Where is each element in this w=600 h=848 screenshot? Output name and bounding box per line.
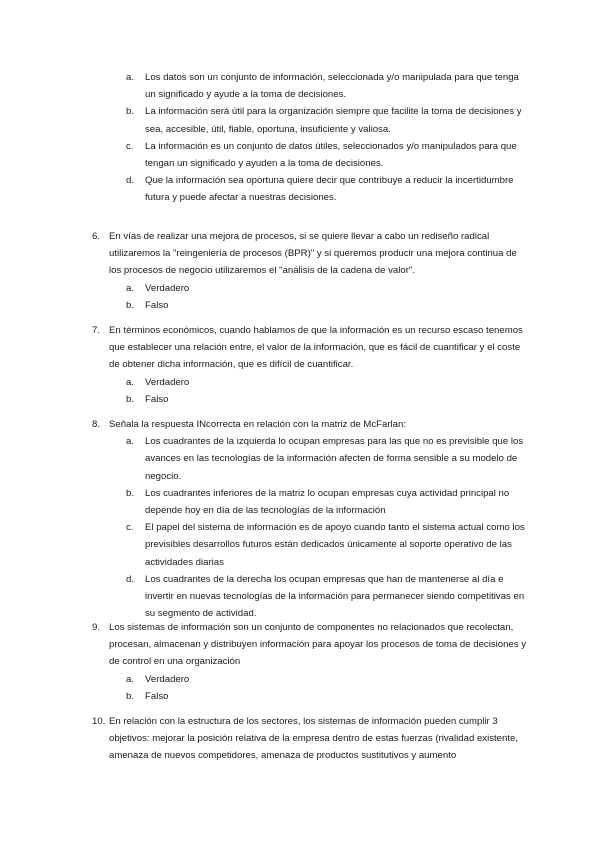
option-text: El papel del sistema de información es de apoyo cuando tanto el sistema actual como los previsibles desarrollos futuros están dedicados únicamente al soporte operativo de las actividades diarias bbox=[145, 522, 525, 568]
option-letter: b. bbox=[126, 690, 135, 702]
question-options bbox=[126, 280, 530, 314]
option-text: La información será útil para la organización siempre que facilite la toma de decisiones y sea, accesible, útil, fiable, oportuna, insuficiente y valiosa. bbox=[145, 106, 522, 135]
option-text: La información es un conjunto de datos útiles, seleccionados y/o manipulados para que tengan un significado y ayuden a la toma de decisiones. bbox=[145, 140, 517, 170]
option-item bbox=[126, 374, 530, 391]
question-6 bbox=[92, 228, 530, 314]
option-text: Los cuadrantes de la derecha los ocupan empresas que han de mantenerse al día e invertir en nuevas tecnologías de la información para permanecer siendo competitivas en su segmento de actividad. bbox=[145, 573, 525, 620]
option-item bbox=[126, 671, 530, 688]
option-text: Falso bbox=[145, 299, 169, 311]
option-item bbox=[126, 103, 530, 137]
question-10 bbox=[92, 713, 524, 765]
option-text: Verdadero bbox=[145, 376, 190, 388]
option-text: Verdadero bbox=[145, 673, 190, 685]
question-number: 7. bbox=[92, 325, 101, 336]
option-letter: a. bbox=[126, 282, 135, 294]
option-letter: d. bbox=[126, 573, 135, 585]
option-text: Los cuadrantes de la izquierda lo ocupan empresas para las que no es previsible que los avances en las tecnologías de la información afecten de forma sensible a su modelo de negocio. bbox=[145, 436, 524, 482]
option-item bbox=[126, 391, 530, 408]
question-number: 9. bbox=[92, 622, 101, 633]
option-letter: d. bbox=[126, 175, 135, 187]
option-letter: b. bbox=[126, 487, 135, 499]
option-item bbox=[126, 280, 530, 297]
question-text: En términos económicos, cuando hablamos de que la información es un recurso escaso tenemos que establecer una relación entre, el valor de la información, que es fácil de cuantificar y el coste de obtener dicha información, que es difícil de cuantificar. bbox=[109, 325, 523, 371]
option-letter: c. bbox=[126, 522, 134, 534]
option-text: Los datos son un conjunto de información, seleccionada y/o manipulada para que tenga un significado y ayude a la toma de decisiones. bbox=[145, 72, 519, 101]
option-text: Falso bbox=[145, 393, 169, 405]
option-text: Que la información sea oportuna quiere decir que contribuye a reducir la incertidumbre futura y puede afectar a nuestras decisiones. bbox=[145, 175, 514, 204]
question-7 bbox=[92, 322, 530, 408]
question-options bbox=[126, 374, 530, 408]
question-number: 6. bbox=[92, 231, 101, 242]
question-text: En relación con la estructura de los sectores, los sistemas de información pueden cumplir 3 objetivos: mejorar la posición relativa de la empresa dentro de estas fuerzas (rivalidad existente, amenaza de nuevos competidores, amenaza de productos sustitutivos y aumento bbox=[109, 716, 519, 762]
question-text: Señala la respuesta INcorrecta en relación con la matriz de McFarlan: bbox=[109, 419, 407, 430]
option-text: Falso bbox=[145, 690, 169, 702]
question-text: Los sistemas de información son un conjunto de componentes no relacionados que recolectan, procesan, almacenan y distribuyen información para apoyar los procesos de toma de decisiones y de control en una organización bbox=[109, 622, 527, 668]
option-item bbox=[126, 138, 530, 172]
option-item bbox=[126, 172, 530, 206]
option-item bbox=[126, 297, 530, 314]
option-text: Los cuadrantes inferiores de la matriz lo ocupan empresas cuya actividad principal no depende hoy en día de las tecnologías de la información bbox=[145, 487, 510, 517]
option-item bbox=[126, 485, 530, 519]
question-options bbox=[126, 433, 530, 622]
option-letter: b. bbox=[126, 299, 135, 311]
question-number: 8. bbox=[92, 419, 101, 430]
question-9 bbox=[92, 619, 530, 705]
question-options bbox=[126, 671, 530, 705]
option-letter: b. bbox=[126, 393, 135, 405]
option-item bbox=[126, 433, 530, 485]
option-letter: a. bbox=[126, 376, 135, 388]
question-8 bbox=[92, 416, 530, 622]
option-letter: c. bbox=[126, 140, 134, 152]
option-letter: a. bbox=[126, 673, 135, 685]
option-item bbox=[126, 571, 530, 623]
question-number: 10. bbox=[92, 716, 106, 727]
option-item bbox=[126, 688, 530, 705]
option-text: Verdadero bbox=[145, 282, 190, 294]
option-item bbox=[126, 519, 530, 571]
option-item bbox=[126, 69, 530, 103]
option-letter: a. bbox=[126, 72, 135, 83]
option-letter: b. bbox=[126, 106, 135, 118]
question-text: En vías de realizar una mejora de procesos, si se quiere llevar a cabo un rediseño radical utilizaremos la "reingeniería de procesos (BPR)" y si queremos producir una mejora continua de los procesos de negocio utilizaremos el "análisis de la cadena de valor". bbox=[109, 231, 517, 277]
previous-question-options bbox=[126, 69, 530, 207]
option-letter: a. bbox=[126, 436, 135, 448]
